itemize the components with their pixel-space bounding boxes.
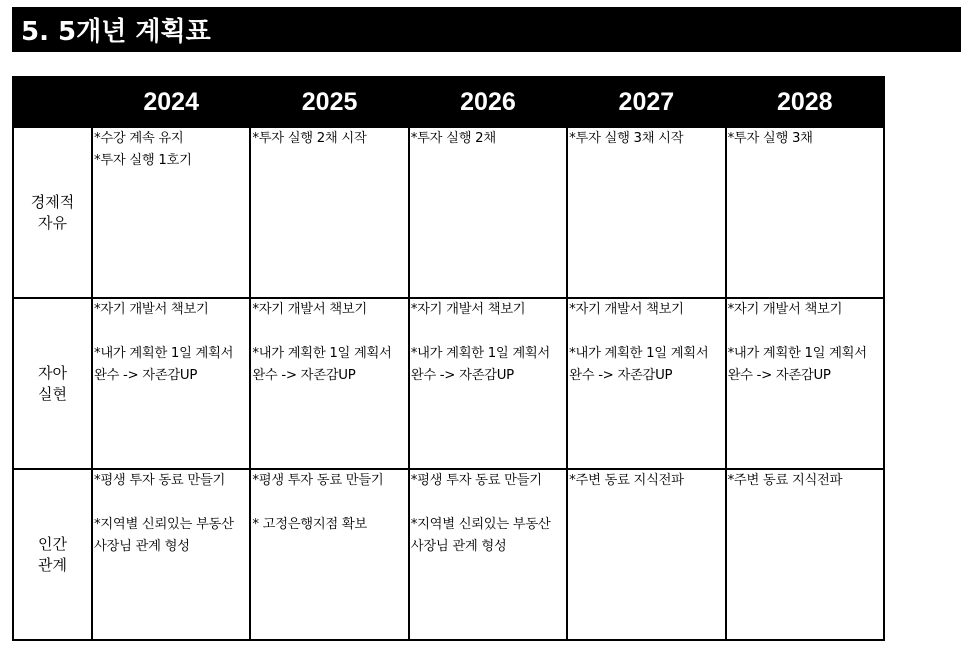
row-label-line: 자아 <box>38 363 67 382</box>
plan-cell: *수강 계속 유지 *투자 실행 1호기 <box>92 127 250 298</box>
table-row <box>13 298 884 469</box>
year-header: 2024 <box>92 77 250 127</box>
plan-cell: *투자 실행 2채 시작 <box>250 127 408 298</box>
table-row <box>13 469 884 640</box>
row-label-economic-freedom <box>13 127 92 298</box>
plan-cell: *자기 개발서 책보기 *내가 계획한 1일 계획서 완수 -> 자존감UP <box>92 298 250 469</box>
plan-cell: *투자 실행 3채 <box>726 127 884 298</box>
table-row <box>13 127 884 298</box>
plan-cell: *자기 개발서 책보기 *내가 계획한 1일 계획서 완수 -> 자존감UP <box>250 298 408 469</box>
row-label-self-realization <box>13 298 92 469</box>
plan-cell: *자기 개발서 책보기 *내가 계획한 1일 계획서 완수 -> 자존감UP <box>409 298 567 469</box>
row-label-line: 경제적 <box>30 192 75 211</box>
year-header: 2027 <box>567 77 725 127</box>
five-year-plan-table <box>12 76 885 641</box>
plan-cell: *주변 동료 지식전파 <box>567 469 725 640</box>
row-label-relationships <box>13 469 92 640</box>
page-title: 5. 5개년 계획표 <box>12 7 961 52</box>
year-header: 2026 <box>409 77 567 127</box>
header-row <box>13 77 884 127</box>
plan-cell: *평생 투자 동료 만들기 * 고정은행지점 확보 <box>250 469 408 640</box>
plan-cell: *투자 실행 3채 시작 <box>567 127 725 298</box>
row-label-line: 인간 <box>38 534 67 553</box>
plan-cell: *주변 동료 지식전파 <box>726 469 884 640</box>
year-header: 2025 <box>250 77 408 127</box>
row-label-line: 자유 <box>38 213 67 232</box>
year-header: 2028 <box>726 77 884 127</box>
plan-cell: *평생 투자 동료 만들기 *지역별 신뢰있는 부동산 사장님 관계 형성 <box>409 469 567 640</box>
corner-cell <box>13 77 92 127</box>
plan-cell: *평생 투자 동료 만들기 *지역별 신뢰있는 부동산 사장님 관계 형성 <box>92 469 250 640</box>
row-label-line: 실현 <box>38 384 67 403</box>
plan-cell: *자기 개발서 책보기 *내가 계획한 1일 계획서 완수 -> 자존감UP <box>567 298 725 469</box>
row-label-line: 관계 <box>38 555 67 574</box>
plan-cell: *투자 실행 2채 <box>409 127 567 298</box>
plan-cell: *자기 개발서 책보기 *내가 계획한 1일 계획서 완수 -> 자존감UP <box>726 298 884 469</box>
